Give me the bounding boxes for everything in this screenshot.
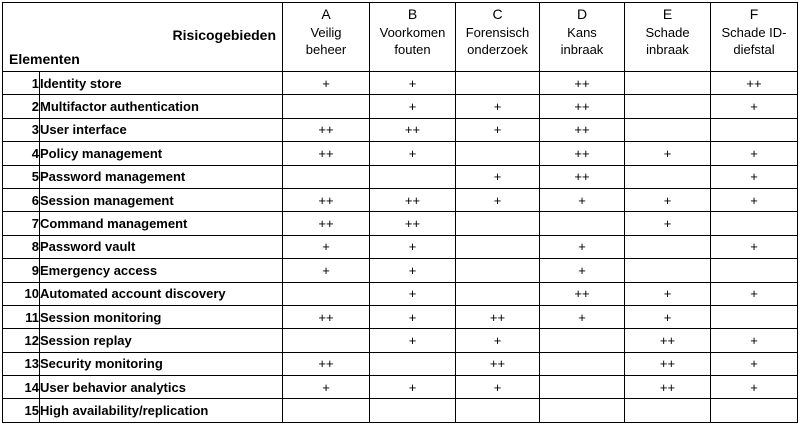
row-number: 6 (3, 188, 40, 211)
corner-header-cell (3, 3, 283, 72)
rating-cell-c (456, 235, 540, 258)
column-letter: A (321, 6, 331, 22)
rating-cell-e: ++ (625, 329, 711, 352)
header-row (3, 3, 798, 72)
rating-cell-c (456, 282, 540, 305)
rating-cell-e: + (625, 142, 711, 165)
rating-cell-c: ++ (456, 305, 540, 328)
rating-cell-f (711, 212, 798, 235)
element-name: Automated account discovery (40, 282, 283, 305)
rating-cell-d: ++ (540, 282, 625, 305)
row-number: 3 (3, 118, 40, 141)
row-number: 14 (3, 376, 40, 399)
rating-cell-e (625, 72, 711, 95)
rating-cell-e: + (625, 188, 711, 211)
table-row (3, 259, 798, 282)
row-number: 7 (3, 212, 40, 235)
rating-cell-c: + (456, 118, 540, 141)
rating-cell-c: + (456, 329, 540, 352)
rating-cell-b: ++ (370, 188, 456, 211)
table-row (3, 282, 798, 305)
rating-cell-d: ++ (540, 165, 625, 188)
rating-cell-f: + (711, 235, 798, 258)
rating-cell-f: + (711, 188, 798, 211)
rating-cell-d (540, 399, 625, 422)
element-name: Multifactor authentication (40, 95, 283, 118)
element-name: User behavior analytics (40, 376, 283, 399)
column-header-a (283, 3, 370, 72)
rating-cell-d: ++ (540, 142, 625, 165)
rating-cell-b: + (370, 235, 456, 258)
element-name: Security monitoring (40, 352, 283, 375)
rating-cell-c (456, 399, 540, 422)
rating-cell-f: + (711, 376, 798, 399)
column-title: Veilig beheer (305, 25, 347, 57)
rating-cell-a: + (283, 376, 370, 399)
row-number: 12 (3, 329, 40, 352)
rating-cell-d: ++ (540, 72, 625, 95)
rating-cell-f: ++ (711, 72, 798, 95)
table-row (3, 376, 798, 399)
rating-cell-c: ++ (456, 352, 540, 375)
rating-cell-f: + (711, 142, 798, 165)
column-letter: B (407, 6, 418, 22)
column-header-d (540, 3, 625, 72)
rating-cell-b: + (370, 376, 456, 399)
table-row (3, 165, 798, 188)
column-title: Schade inbraak (645, 25, 690, 57)
rating-cell-a: ++ (283, 142, 370, 165)
row-number: 2 (3, 95, 40, 118)
rating-cell-d (540, 212, 625, 235)
column-header-e (625, 3, 711, 72)
column-header-f (711, 3, 798, 72)
rating-cell-a: ++ (283, 352, 370, 375)
element-name: User interface (40, 118, 283, 141)
row-number: 13 (3, 352, 40, 375)
rating-cell-f (711, 259, 798, 282)
rating-cell-d: + (540, 235, 625, 258)
table-row (3, 142, 798, 165)
rating-cell-e: + (625, 212, 711, 235)
rating-cell-c: + (456, 165, 540, 188)
rating-cell-f: + (711, 165, 798, 188)
column-letter: F (749, 6, 759, 22)
column-header-b (370, 3, 456, 72)
table-row (3, 235, 798, 258)
table-row (3, 329, 798, 352)
element-name: Identity store (40, 72, 283, 95)
rating-cell-a: + (283, 235, 370, 258)
rating-cell-e (625, 259, 711, 282)
table-row (3, 305, 798, 328)
row-number: 15 (3, 399, 40, 422)
rating-cell-e: ++ (625, 352, 711, 375)
column-title: Kans inbraak (560, 25, 604, 57)
rating-cell-f (711, 305, 798, 328)
rating-cell-e: + (625, 305, 711, 328)
rating-cell-a: + (283, 72, 370, 95)
rating-cell-e: ++ (625, 376, 711, 399)
rating-cell-d (540, 352, 625, 375)
rating-cell-f (711, 118, 798, 141)
table-row (3, 95, 798, 118)
rating-cell-c (456, 212, 540, 235)
row-number: 10 (3, 282, 40, 305)
element-name: Session management (40, 188, 283, 211)
rating-cell-f: + (711, 329, 798, 352)
rating-cell-a (283, 95, 370, 118)
rating-cell-d (540, 329, 625, 352)
rating-cell-b: + (370, 282, 456, 305)
column-letter: C (492, 6, 503, 22)
element-name: Password vault (40, 235, 283, 258)
rating-cell-a (283, 329, 370, 352)
element-name: Session monitoring (40, 305, 283, 328)
rating-cell-c (456, 259, 540, 282)
rating-cell-f: + (711, 352, 798, 375)
table-row (3, 212, 798, 235)
matrix-body (3, 72, 798, 423)
risk-areas-label: Risicogebieden (172, 27, 276, 43)
rating-cell-b (370, 352, 456, 375)
rating-cell-c (456, 72, 540, 95)
rating-cell-f (711, 399, 798, 422)
rating-cell-a: ++ (283, 118, 370, 141)
column-letter: E (662, 6, 673, 22)
element-name: Session replay (40, 329, 283, 352)
table-row (3, 118, 798, 141)
rating-cell-e (625, 235, 711, 258)
row-number: 8 (3, 235, 40, 258)
rating-cell-d: + (540, 305, 625, 328)
rating-cell-d: + (540, 259, 625, 282)
row-number: 9 (3, 259, 40, 282)
risk-matrix-table (2, 2, 798, 423)
rating-cell-d: + (540, 188, 625, 211)
column-letter: D (576, 6, 588, 22)
rating-cell-f: + (711, 95, 798, 118)
rating-cell-a (283, 165, 370, 188)
rating-cell-a (283, 282, 370, 305)
element-name: Emergency access (40, 259, 283, 282)
table-row (3, 399, 798, 422)
rating-cell-b: + (370, 259, 456, 282)
rating-cell-b: + (370, 72, 456, 95)
element-name: High availability/replication (40, 399, 283, 422)
element-name: Password management (40, 165, 283, 188)
rating-cell-b: + (370, 142, 456, 165)
rating-cell-b (370, 165, 456, 188)
rating-cell-e (625, 165, 711, 188)
row-number: 1 (3, 72, 40, 95)
rating-cell-b (370, 399, 456, 422)
rating-cell-e (625, 95, 711, 118)
table-row (3, 188, 798, 211)
rating-cell-b: + (370, 95, 456, 118)
rating-cell-a: ++ (283, 212, 370, 235)
rating-cell-e (625, 118, 711, 141)
column-title: Forensisch onderzoek (465, 25, 530, 57)
element-name: Policy management (40, 142, 283, 165)
rating-cell-c: + (456, 376, 540, 399)
rating-cell-f: + (711, 282, 798, 305)
table-row (3, 72, 798, 95)
rating-cell-d: ++ (540, 95, 625, 118)
rating-cell-b: + (370, 329, 456, 352)
rating-cell-b: + (370, 305, 456, 328)
column-title: Schade ID- diefstal (721, 25, 787, 57)
rating-cell-c: + (456, 188, 540, 211)
row-number: 11 (3, 305, 40, 328)
row-number: 4 (3, 142, 40, 165)
rating-cell-c (456, 142, 540, 165)
rating-cell-a: ++ (283, 188, 370, 211)
rating-cell-d (540, 376, 625, 399)
rating-cell-d: ++ (540, 118, 625, 141)
rating-cell-e: + (625, 282, 711, 305)
column-header-c (456, 3, 540, 72)
rating-cell-a (283, 399, 370, 422)
rating-cell-b: ++ (370, 212, 456, 235)
table-row (3, 352, 798, 375)
rating-cell-b: ++ (370, 118, 456, 141)
rating-cell-a: ++ (283, 305, 370, 328)
column-title: Voorkomen fouten (379, 25, 446, 57)
rating-cell-e (625, 399, 711, 422)
element-name: Command management (40, 212, 283, 235)
row-number: 5 (3, 165, 40, 188)
rating-cell-c: + (456, 95, 540, 118)
elements-label: Elementen (9, 51, 80, 67)
rating-cell-a: + (283, 259, 370, 282)
